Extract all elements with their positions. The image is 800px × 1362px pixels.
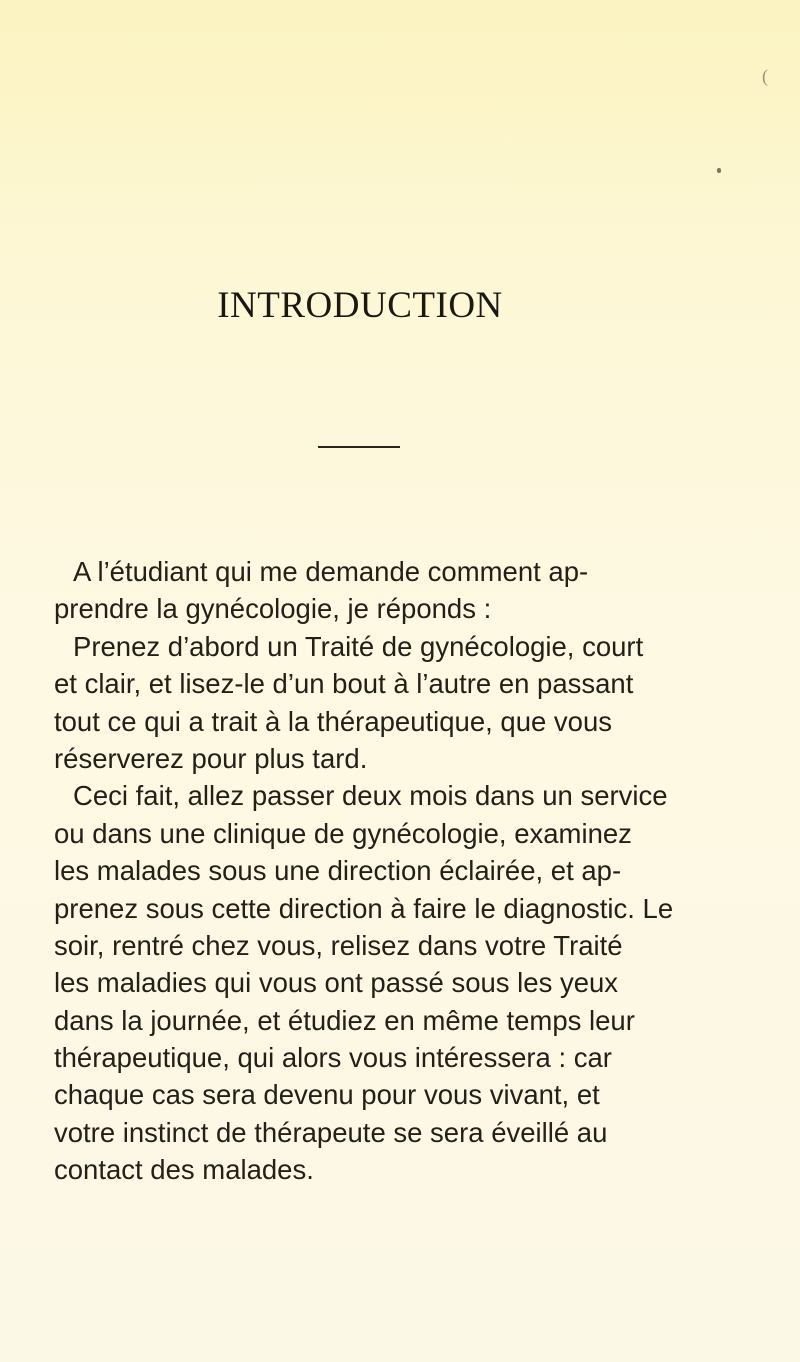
- text-line: Ceci fait, allez passer deux mois dans un service: [73, 780, 668, 812]
- text-line: les malades sous une direction éclairée, et ap-: [54, 855, 622, 887]
- text-line: votre instinct de thérapeute se sera éveillé au: [54, 1116, 608, 1148]
- text-line: thérapeutique, qui alors vous intéressera : car: [54, 1042, 612, 1074]
- body-text: [54, 553, 744, 1189]
- text-line: Prenez d’abord un Traité de gynécologie, court: [73, 630, 644, 662]
- chapter-title: INTRODUCTION: [217, 285, 503, 326]
- text-line: tout ce qui a trait à la thérapeutique, que vous: [54, 705, 613, 737]
- text-line: ou dans une clinique de gynécologie, examinez: [54, 817, 632, 849]
- text-line: et clair, et lisez-le d’un bout à l’autre en passant: [54, 668, 634, 700]
- ink-speck: [717, 168, 721, 173]
- text-line: chaque cas sera devenu pour vous vivant, et: [54, 1079, 600, 1111]
- title-divider: [318, 446, 400, 448]
- text-line: les maladies qui vous ont passé sous les yeux: [54, 967, 619, 999]
- corner-mark: (: [762, 66, 768, 86]
- text-line: contact des malades.: [54, 1154, 314, 1186]
- text-line: réserverez pour plus tard.: [54, 742, 368, 774]
- text-line: soir, rentré chez vous, relisez dans votre Traité: [54, 929, 623, 961]
- text-line: prendre la gynécologie, je réponds :: [54, 593, 492, 625]
- text-line: A l’étudiant qui me demande comment ap-: [73, 556, 589, 587]
- text-line: dans la journée, et étudiez en même temps leur: [54, 1004, 635, 1036]
- text-line: prenez sous cette direction à faire le diagnostic. Le: [54, 892, 674, 924]
